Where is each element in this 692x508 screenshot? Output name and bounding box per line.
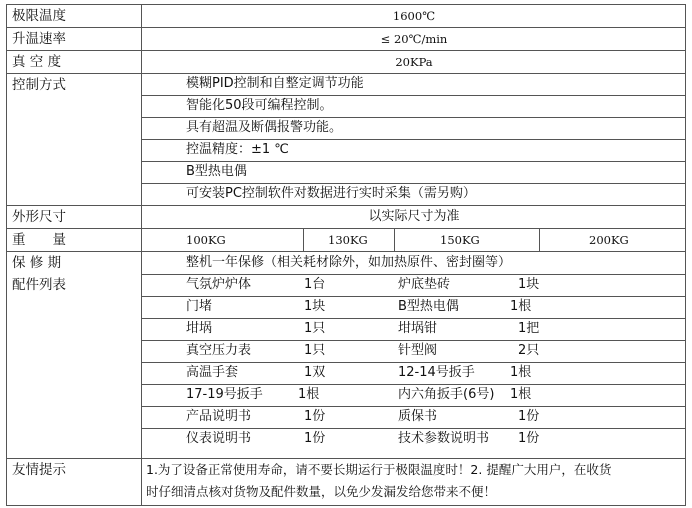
accessory-name: 12-14号扳手	[398, 365, 475, 380]
accessory-name: 门堵	[186, 299, 213, 314]
accessory-name: 坩埚钳	[398, 321, 438, 336]
accessory-name: 高温手套	[186, 365, 239, 380]
table-border-left	[6, 4, 7, 506]
control-line: 控温精度：±1 ℃	[186, 142, 289, 157]
control-line: 可安装PC控制软件对数据进行实时采集（需另购）	[186, 186, 476, 201]
accessory-qty: 1把	[518, 321, 540, 336]
accessory-name: 气氛炉炉体	[186, 277, 252, 292]
value-vacuum: 20KPa	[395, 55, 433, 69]
accessory-qty: 1份	[518, 409, 540, 424]
value-size: 以实际尺寸为准	[368, 209, 460, 224]
weight-value: 130KG	[328, 233, 368, 247]
accessory-qty: 1份	[304, 409, 326, 424]
accessory-qty: 1根	[298, 387, 320, 402]
table-border-bottom	[6, 505, 686, 506]
label-limit-temp: 极限温度	[12, 8, 66, 24]
accessory-qty: 1只	[304, 343, 326, 358]
label-tips: 友情提示	[12, 462, 66, 478]
label-control: 控制方式	[12, 77, 66, 93]
accessory-name: 产品说明书	[186, 409, 252, 424]
accessory-name: 坩埚	[186, 321, 213, 336]
accessory-name: 技术参数说明书	[398, 431, 490, 446]
accessory-name: 17-19号扳手	[186, 387, 263, 402]
value-warranty: 整机一年保修（相关耗材除外，如加热原件、密封圈等）	[186, 255, 512, 270]
control-line: B型热电偶	[186, 164, 247, 179]
accessory-qty: 1根	[510, 365, 532, 380]
spec-table	[6, 0, 686, 508]
accessory-qty: 1根	[510, 387, 532, 402]
table-border-right	[685, 4, 686, 506]
accessory-name: 真空压力表	[186, 343, 252, 358]
accessory-qty: 1只	[304, 321, 326, 336]
control-line: 模糊PID控制和自整定调节功能	[186, 76, 364, 91]
weight-value: 200KG	[589, 233, 629, 247]
tips-text: 1.为了设备正常使用寿命，请不要长期运行于极限温度时！2. 提醒广大用户，在收货时仔细清点核对货物及配件数量，以免少发漏发给您带来不便！	[146, 462, 612, 499]
accessory-name: 质保书	[398, 409, 438, 424]
accessory-qty: 1块	[518, 277, 540, 292]
accessory-qty: 1根	[510, 299, 532, 314]
value-limit-temp: 1600℃	[392, 9, 436, 23]
label-heat-rate: 升温速率	[12, 31, 66, 47]
weight-value: 150KG	[440, 233, 480, 247]
label-size: 外形尺寸	[12, 209, 66, 225]
accessory-name: 仪表说明书	[186, 431, 252, 446]
label-warranty: 保 修 期	[12, 255, 62, 271]
label-column-divider	[141, 4, 142, 506]
accessory-qty: 1份	[304, 431, 326, 446]
accessory-name: 针型阀	[398, 343, 438, 358]
accessory-name: 炉底垫砖	[398, 277, 451, 292]
control-line: 具有超温及断偶报警功能。	[186, 120, 343, 135]
accessory-qty: 1台	[304, 277, 326, 292]
weight-divider	[394, 228, 395, 251]
weight-divider	[303, 228, 304, 251]
accessory-qty: 1份	[518, 431, 540, 446]
weight-value: 100KG	[186, 233, 226, 247]
accessory-qty: 2只	[518, 343, 540, 358]
accessory-qty: 1块	[304, 299, 326, 314]
label-accessories: 配件列表	[12, 277, 66, 293]
accessory-name: 内六角扳手(6号)	[398, 387, 495, 402]
label-weight: 重 量	[12, 232, 66, 248]
control-line: 智能化50段可编程控制。	[186, 98, 333, 113]
accessory-name: B型热电偶	[398, 299, 459, 314]
weight-divider	[539, 228, 540, 251]
label-vacuum: 真 空 度	[12, 54, 62, 70]
value-heat-rate: ≤ 20℃/min	[380, 32, 448, 46]
accessory-qty: 1双	[304, 365, 326, 380]
